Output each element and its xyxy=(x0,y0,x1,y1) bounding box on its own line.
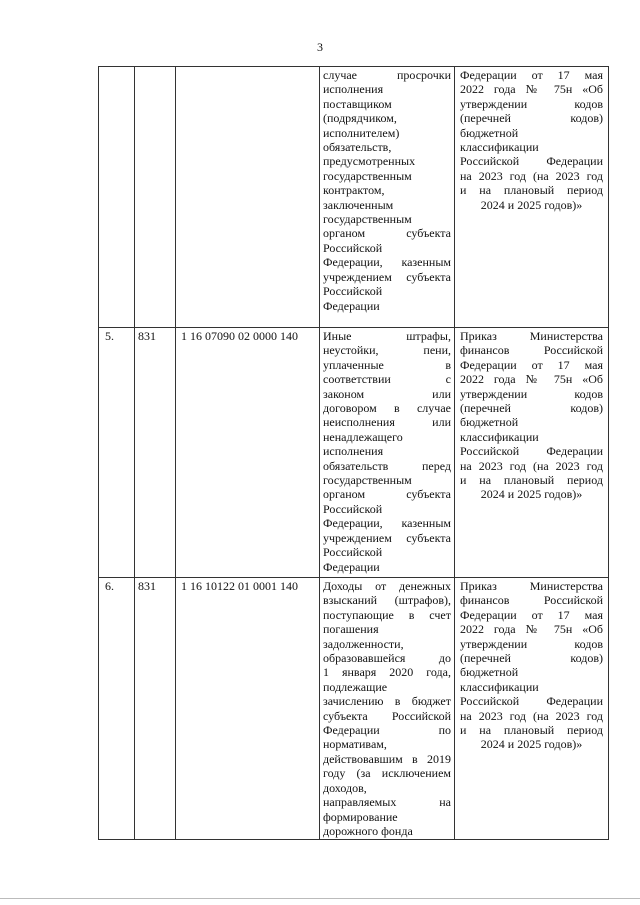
description-line: законом или xyxy=(323,386,451,401)
description-line: предусмотренных xyxy=(323,154,416,169)
description-line: учреждением субъекта xyxy=(323,269,451,284)
legal-basis-line: классификации xyxy=(460,679,539,694)
description-line: Российской xyxy=(323,501,383,516)
legal-basis-line: и на плановый период xyxy=(460,183,603,198)
description-line: образовавшейся до xyxy=(323,651,451,666)
description-line: исполнения xyxy=(323,82,384,97)
page-bottom-edge xyxy=(0,898,640,899)
description-line: Российской xyxy=(323,284,383,299)
description-line: Доходы от денежных xyxy=(323,579,451,593)
description-line: поступающие в счет xyxy=(323,607,451,622)
legal-basis-line: (перечней кодов) xyxy=(460,111,603,126)
description-line: исполнения xyxy=(323,444,384,459)
description-line: государственным xyxy=(323,473,412,488)
revenue-description-cell xyxy=(320,328,455,578)
revenue-codes-table xyxy=(98,66,609,840)
budget-class-code-cell: 1 16 10122 01 0001 140 xyxy=(176,578,320,840)
description-line: заключенным xyxy=(323,197,394,212)
description-line: уплаченные в xyxy=(323,357,451,372)
table-row xyxy=(99,328,609,578)
legal-basis-line: Федерации от 17 мая xyxy=(460,68,603,82)
description-line: Федерации по xyxy=(323,723,451,738)
description-line: Федерации xyxy=(323,298,380,313)
budget-class-code-cell xyxy=(176,67,320,328)
legal-basis-line: 2024 и 2025 годов)» xyxy=(480,197,583,212)
row-number-cell: 6. xyxy=(99,578,135,840)
legal-basis-line: утверждении кодов xyxy=(460,636,603,651)
legal-basis-line: бюджетной xyxy=(460,125,519,140)
description-line: обязательств, xyxy=(323,140,392,155)
legal-basis-cell xyxy=(455,578,609,840)
description-line: государственным xyxy=(323,168,412,183)
description-line: взысканий (штрафов), xyxy=(323,593,451,608)
legal-basis-line: на 2023 год (на 2023 год xyxy=(460,708,603,723)
description-line: контрактом, xyxy=(323,183,385,198)
legal-basis-line: Российской Федерации xyxy=(460,444,603,459)
description-line: Федерации, казенным xyxy=(323,516,451,531)
description-line: Федерации xyxy=(323,559,380,574)
legal-basis-line: утверждении кодов xyxy=(460,96,603,111)
description-line: ненадлежащего xyxy=(323,429,403,444)
legal-basis-line: финансов Российской xyxy=(460,343,603,358)
legal-basis-line: классификации xyxy=(460,429,539,444)
legal-basis-line: Приказ Министерства xyxy=(460,579,603,593)
legal-basis-line: (перечней кодов) xyxy=(460,651,603,666)
description-line: поставщиком xyxy=(323,96,392,111)
legal-basis-line: 2022 года № 75н «Об xyxy=(460,622,603,637)
page-number: 3 xyxy=(317,40,323,54)
legal-basis-line: Приказ Министерства xyxy=(460,329,603,343)
legal-basis-line: 2022 года № 75н «Об xyxy=(460,372,603,387)
legal-basis-line: 2024 и 2025 годов)» xyxy=(480,487,583,502)
description-line: Федерации, казенным xyxy=(323,255,451,270)
description-line: государственным xyxy=(323,212,412,227)
description-line: неисполнения или xyxy=(323,415,451,430)
description-line: исполнителем) xyxy=(323,125,400,140)
legal-basis-line: бюджетной xyxy=(460,665,519,680)
legal-basis-line: Российской Федерации xyxy=(460,154,603,169)
description-line: задолженности, xyxy=(323,636,404,651)
description-line: дорожного фонда xyxy=(323,823,413,838)
admin-code-cell xyxy=(135,67,176,328)
description-line: направляемых на xyxy=(323,795,451,810)
description-line: Российской xyxy=(323,545,383,560)
description-line: году (за исключением xyxy=(323,766,451,781)
table-row xyxy=(99,67,609,328)
legal-basis-cell xyxy=(455,328,609,578)
admin-code-cell: 831 xyxy=(135,328,176,578)
revenue-description-cell xyxy=(320,67,455,328)
description-line: органом субъекта xyxy=(323,487,451,502)
description-line: (подрядчиком, xyxy=(323,111,397,126)
description-line: случае просрочки xyxy=(323,68,451,82)
budget-class-code-cell: 1 16 07090 02 0000 140 xyxy=(176,328,320,578)
description-line: зачислению в бюджет xyxy=(323,694,451,709)
description-line: субъекта Российской xyxy=(323,708,451,723)
legal-basis-line: бюджетной xyxy=(460,415,519,430)
legal-basis-line: Российской Федерации xyxy=(460,694,603,709)
legal-basis-line: и на плановый период xyxy=(460,723,603,738)
description-line: учреждением субъекта xyxy=(323,530,451,545)
description-line: обязательств перед xyxy=(323,458,451,473)
legal-basis-line: на 2023 год (на 2023 год xyxy=(460,458,603,473)
legal-basis-line: и на плановый период xyxy=(460,473,603,488)
description-line: неустойки, пени, xyxy=(323,343,451,358)
legal-basis-line: Федерации от 17 мая xyxy=(460,357,603,372)
row-number-cell: 5. xyxy=(99,328,135,578)
legal-basis-line: 2022 года № 75н «Об xyxy=(460,82,603,97)
description-line: погашения xyxy=(323,622,379,637)
description-line: действовавшим в 2019 xyxy=(323,751,451,766)
description-line: Иные штрафы, xyxy=(323,329,451,343)
description-line: Российской xyxy=(323,240,383,255)
legal-basis-line: финансов Российской xyxy=(460,593,603,608)
legal-basis-line: 2024 и 2025 годов)» xyxy=(480,737,583,752)
description-line: соответствии с xyxy=(323,372,451,387)
row-number-cell xyxy=(99,67,135,328)
description-line: доходов, xyxy=(323,780,367,795)
description-line: формирование xyxy=(323,809,398,824)
legal-basis-line: утверждении кодов xyxy=(460,386,603,401)
legal-basis-cell xyxy=(455,67,609,328)
table-row xyxy=(99,578,609,840)
legal-basis-line: на 2023 год (на 2023 год xyxy=(460,168,603,183)
legal-basis-line: Федерации от 17 мая xyxy=(460,607,603,622)
description-line: нормативам, xyxy=(323,737,387,752)
legal-basis-line: классификации xyxy=(460,140,539,155)
admin-code-cell: 831 xyxy=(135,578,176,840)
legal-basis-line: (перечней кодов) xyxy=(460,401,603,416)
revenue-description-cell xyxy=(320,578,455,840)
description-line: подлежащие xyxy=(323,679,388,694)
description-line: органом субъекта xyxy=(323,226,451,241)
description-line: 1 января 2020 года, xyxy=(323,665,451,680)
description-line: договором в случае xyxy=(323,401,451,416)
